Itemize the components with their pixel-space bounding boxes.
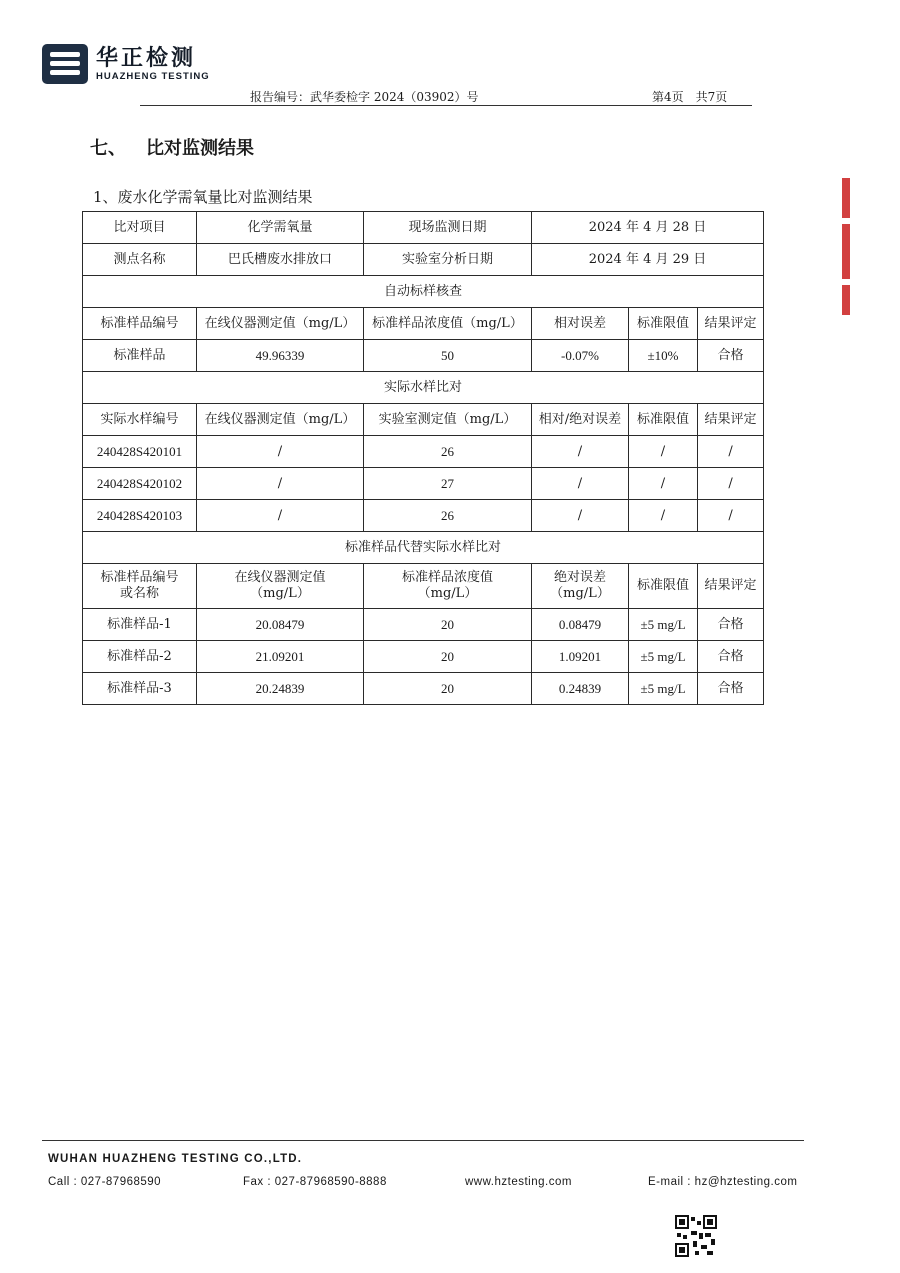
footer-fax: Fax : 027-87968590-8888	[243, 1176, 387, 1188]
table-cell: /	[197, 500, 364, 532]
table-cell: 20	[364, 673, 532, 705]
table-cell: 49.96339	[197, 340, 364, 372]
lab-date-value: 2024 年 4 月 29 日	[532, 244, 764, 276]
substitute-header-row	[83, 564, 764, 609]
table-row	[83, 641, 764, 673]
date-label: 现场监测日期	[364, 212, 532, 244]
table-cell: /	[629, 468, 698, 500]
table-cell: 标准样品-1	[83, 609, 197, 641]
table-header: 绝对误差 （mg/L）	[532, 564, 629, 609]
table-header: 标准限值	[629, 308, 698, 340]
table-cell: 20.24839	[197, 673, 364, 705]
item-value: 化学需氧量	[197, 212, 364, 244]
table-cell: 26	[364, 436, 532, 468]
qr-code-icon	[675, 1215, 717, 1257]
point-value: 巴氏槽废水排放口	[197, 244, 364, 276]
table-header: 标准限值	[629, 564, 698, 609]
footer-divider	[42, 1140, 804, 1141]
date-value: 2024 年 4 月 28 日	[532, 212, 764, 244]
table-cell: 标准样品-2	[83, 641, 197, 673]
table-row	[83, 436, 764, 468]
cod-comparison-table	[82, 211, 764, 705]
table-cell: 240428S420101	[83, 436, 197, 468]
table-cell: 26	[364, 500, 532, 532]
table-cell: /	[197, 468, 364, 500]
table-cell: /	[698, 500, 764, 532]
table-cell: 20.08479	[197, 609, 364, 641]
table-row	[83, 340, 764, 372]
table-header: 在线仪器测定值 （mg/L）	[197, 564, 364, 609]
table-header: 结果评定	[698, 404, 764, 436]
table-cell: 标准样品-3	[83, 673, 197, 705]
point-label: 测点名称	[83, 244, 197, 276]
table-cell: ±5 mg/L	[629, 641, 698, 673]
auto-check-title: 自动标样核查	[83, 276, 764, 308]
footer-website: www.hztesting.com	[465, 1176, 572, 1188]
table-cell: /	[532, 436, 629, 468]
table-header: 实际水样编号	[83, 404, 197, 436]
section-title	[90, 134, 254, 160]
info-row-item	[83, 212, 764, 244]
seal-stamp-fragment	[842, 178, 852, 348]
item-label: 比对项目	[83, 212, 197, 244]
table-cell: 21.09201	[197, 641, 364, 673]
lab-date-label: 实验室分析日期	[364, 244, 532, 276]
table-header: 在线仪器测定值（mg/L）	[197, 404, 364, 436]
table-header: 结果评定	[698, 308, 764, 340]
company-logo	[42, 44, 210, 84]
table-header: 相对/绝对误差	[532, 404, 629, 436]
footer-email: E-mail : hz@hztesting.com	[648, 1176, 798, 1188]
table-cell: /	[532, 468, 629, 500]
table-cell: 20	[364, 641, 532, 673]
table-cell: /	[532, 500, 629, 532]
table-cell: 240428S420103	[83, 500, 197, 532]
table-cell: /	[629, 436, 698, 468]
table-cell: /	[629, 500, 698, 532]
table-cell: 合格	[698, 641, 764, 673]
table-cell: 0.08479	[532, 609, 629, 641]
table-cell: -0.07%	[532, 340, 629, 372]
table-header: 标准限值	[629, 404, 698, 436]
table-header: 实验室测定值（mg/L）	[364, 404, 532, 436]
page-number: 第4页 共7页	[652, 90, 728, 104]
table-header: 结果评定	[698, 564, 764, 609]
report-number: 报告编号：武华委检字 2024（03902）号	[250, 90, 479, 104]
table-row	[83, 500, 764, 532]
table-cell: 27	[364, 468, 532, 500]
section-number: 七、	[90, 138, 126, 159]
auto-check-header-row	[83, 308, 764, 340]
table-cell: 50	[364, 340, 532, 372]
table-cell: ±10%	[629, 340, 698, 372]
table-cell: 合格	[698, 340, 764, 372]
table-cell: 合格	[698, 609, 764, 641]
actual-header-row	[83, 404, 764, 436]
logo-icon	[42, 44, 88, 84]
logo-en-text: HUAZHENG TESTING	[96, 70, 210, 82]
table-cell: /	[698, 436, 764, 468]
table-cell: 20	[364, 609, 532, 641]
table-header: 在线仪器测定值（mg/L）	[197, 308, 364, 340]
table-cell: 0.24839	[532, 673, 629, 705]
actual-sample-title: 实际水样比对	[83, 372, 764, 404]
table-cell: 1.09201	[532, 641, 629, 673]
table-cell: /	[197, 436, 364, 468]
table-header: 标准样品浓度值 （mg/L）	[364, 564, 532, 609]
table-cell: ±5 mg/L	[629, 609, 698, 641]
table-cell: 240428S420102	[83, 468, 197, 500]
table-header: 标准样品浓度值（mg/L）	[364, 308, 532, 340]
subsection-title: 1、废水化学需氧量比对监测结果	[93, 188, 313, 206]
table-header: 标准样品编号 或名称	[83, 564, 197, 609]
table-row	[83, 673, 764, 705]
table-cell: 标准样品	[83, 340, 197, 372]
substitute-title: 标准样品代替实际水样比对	[83, 532, 764, 564]
table-header: 相对误差	[532, 308, 629, 340]
logo-cn-text: 华正检测	[96, 45, 197, 71]
footer-phone: Call : 027-87968590	[48, 1176, 162, 1188]
footer-company: WUHAN HUAZHENG TESTING CO.,LTD.	[48, 1153, 303, 1165]
section-heading: 比对监测结果	[146, 138, 254, 159]
table-row	[83, 609, 764, 641]
table-cell: 合格	[698, 673, 764, 705]
table-row	[83, 468, 764, 500]
table-header: 标准样品编号	[83, 308, 197, 340]
info-row-point	[83, 244, 764, 276]
header-divider	[140, 105, 752, 106]
table-cell: ±5 mg/L	[629, 673, 698, 705]
table-cell: /	[698, 468, 764, 500]
